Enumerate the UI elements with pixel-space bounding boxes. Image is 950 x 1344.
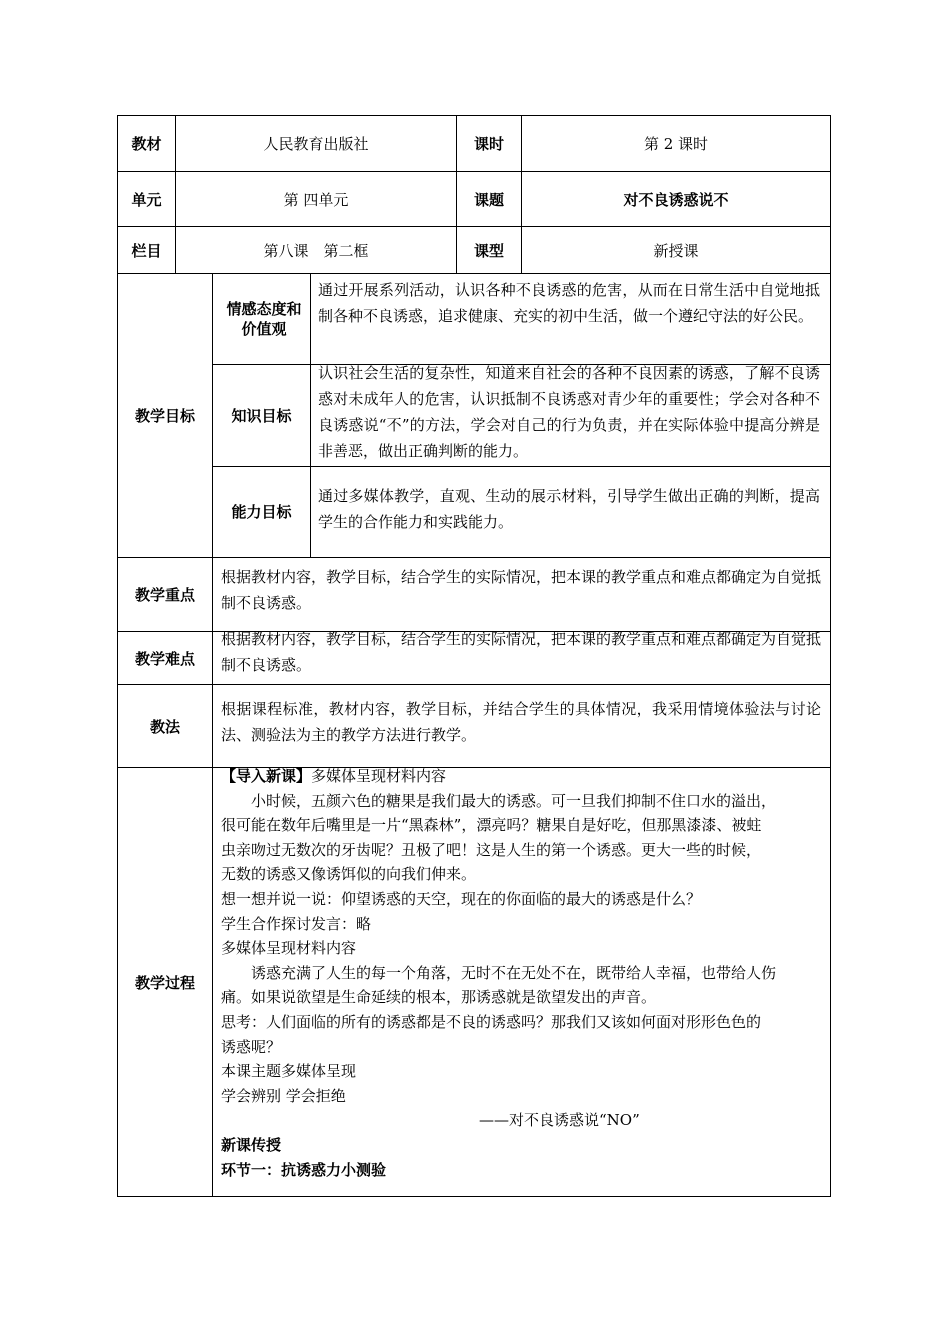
intro-tail: 多媒体呈现材料内容 bbox=[311, 767, 447, 785]
process-content bbox=[221, 764, 823, 1182]
section-value: 第八课 第二框 bbox=[263, 241, 369, 260]
step-one-heading: 环节一：抗诱惑力小测验 bbox=[221, 1160, 387, 1179]
difficult-points-label: 教学难点 bbox=[134, 649, 195, 668]
new-lesson-heading: 新课传授 bbox=[221, 1135, 282, 1154]
process-line: 思考：人们面临的所有的诱惑都是不良的诱惑吗？那我们又该如何面对形形色色的 bbox=[221, 1012, 762, 1031]
process-line: 无数的诱惑又像诱饵似的向我们伸来。 bbox=[221, 865, 477, 884]
table-row-divider bbox=[117, 557, 831, 558]
process-line: 本课主题多媒体呈现 bbox=[221, 1062, 357, 1081]
period-label: 课时 bbox=[473, 135, 504, 153]
intro-heading: 【导入新课】 bbox=[221, 767, 312, 785]
textbook-label: 教材 bbox=[131, 135, 162, 153]
attitude-text: 通过开展系列活动，认识各种不良诱惑的危害，从而在日常生活中自觉地抵制各种不良诱惑，追求健康、充实的初中生活，做一个遵纪守法的好公民。 bbox=[318, 281, 820, 325]
table-col-divider bbox=[310, 273, 311, 557]
process-label: 教学过程 bbox=[134, 973, 195, 992]
section-label: 栏目 bbox=[131, 241, 162, 260]
process-line: 诱惑呢？ bbox=[221, 1037, 282, 1056]
key-points-label: 教学重点 bbox=[134, 586, 195, 604]
ability-text: 通过多媒体教学，直观、生动的展示材料，引导学生做出正确的判断，提高学生的合作能力和实践能力。 bbox=[318, 487, 820, 531]
textbook-value: 人民教育出版社 bbox=[263, 135, 369, 153]
process-line: 小时候，五颜六色的糖果是我们最大的诱惑。可一旦我们抑制不住口水的溢出， bbox=[251, 791, 777, 810]
process-line: 诱惑充满了人生的每一个角落，无时不在无处不在，既带给人幸福，也带给人伤 bbox=[251, 963, 777, 982]
process-line: 学生合作探讨发言：略 bbox=[221, 914, 372, 933]
period-value: 第 2 课时 bbox=[643, 135, 709, 153]
difficult-points-text: 根据教材内容，教学目标，结合学生的实际情况，把本课的教学重点和难点都确定为自觉抵制不良诱惑。 bbox=[221, 630, 822, 674]
unit-label: 单元 bbox=[131, 190, 162, 209]
attitude-label: 情感态度和价值观 bbox=[226, 300, 302, 338]
knowledge-label: 知识目标 bbox=[231, 406, 292, 425]
topic-label: 课题 bbox=[473, 190, 504, 209]
unit-value: 第 四单元 bbox=[283, 190, 349, 209]
intro-line bbox=[221, 764, 823, 789]
process-line: 很可能在数年后嘴里是一片“黑森林”，漂亮吗？糖果自是好吃，但那黑漆漆、被蛀 bbox=[221, 816, 762, 835]
process-line: 多媒体呈现材料内容 bbox=[221, 939, 357, 958]
knowledge-text: 认识社会生活的复杂性，知道来自社会的各种不良因素的诱惑，了解不良诱惑对未成年人的危害，认识抵制不良诱惑对青少年的重要性；学会对各种不良诱惑说“不”的方法，学会对自己的行为负责，并在实际体验中提高分辨是非善恶，做出正确判断的能力。 bbox=[318, 364, 820, 460]
process-line: 虫亲吻过无数次的牙齿呢？丑极了吧！这是人生的第一个诱惑。更大一些的时候， bbox=[221, 840, 762, 859]
table-row-divider bbox=[117, 684, 831, 685]
objectives-label: 教学目标 bbox=[134, 407, 195, 425]
key-points-text: 根据教材内容，教学目标，结合学生的实际情况，把本课的教学重点和难点都确定为自觉抵制不良诱惑。 bbox=[221, 568, 822, 612]
process-line: 学会辨别 学会拒绝 bbox=[221, 1086, 346, 1105]
table-border-right bbox=[830, 115, 831, 1197]
type-label: 课型 bbox=[473, 241, 504, 260]
topic-value: 对不良诱惑说不 bbox=[623, 190, 729, 209]
process-line: 痛。如果说欲望是生命延续的根本，那诱惑就是欲望发出的声音。 bbox=[221, 988, 657, 1007]
ability-label: 能力目标 bbox=[231, 503, 292, 521]
method-text: 根据课程标准，教材内容，教学目标，并结合学生的具体情况，我采用情境体验法与讨论法、测验法为主的教学方法进行教学。 bbox=[221, 700, 821, 744]
type-value: 新授课 bbox=[653, 241, 699, 260]
process-line: 想一想并说一说：仰望诱惑的天空，现在的你面临的最大的诱惑是什么？ bbox=[221, 889, 702, 908]
table-border-bottom bbox=[117, 1196, 831, 1197]
method-label: 教法 bbox=[149, 717, 180, 736]
theme-subtitle: ——对不良诱惑说“NO” bbox=[479, 1111, 640, 1130]
